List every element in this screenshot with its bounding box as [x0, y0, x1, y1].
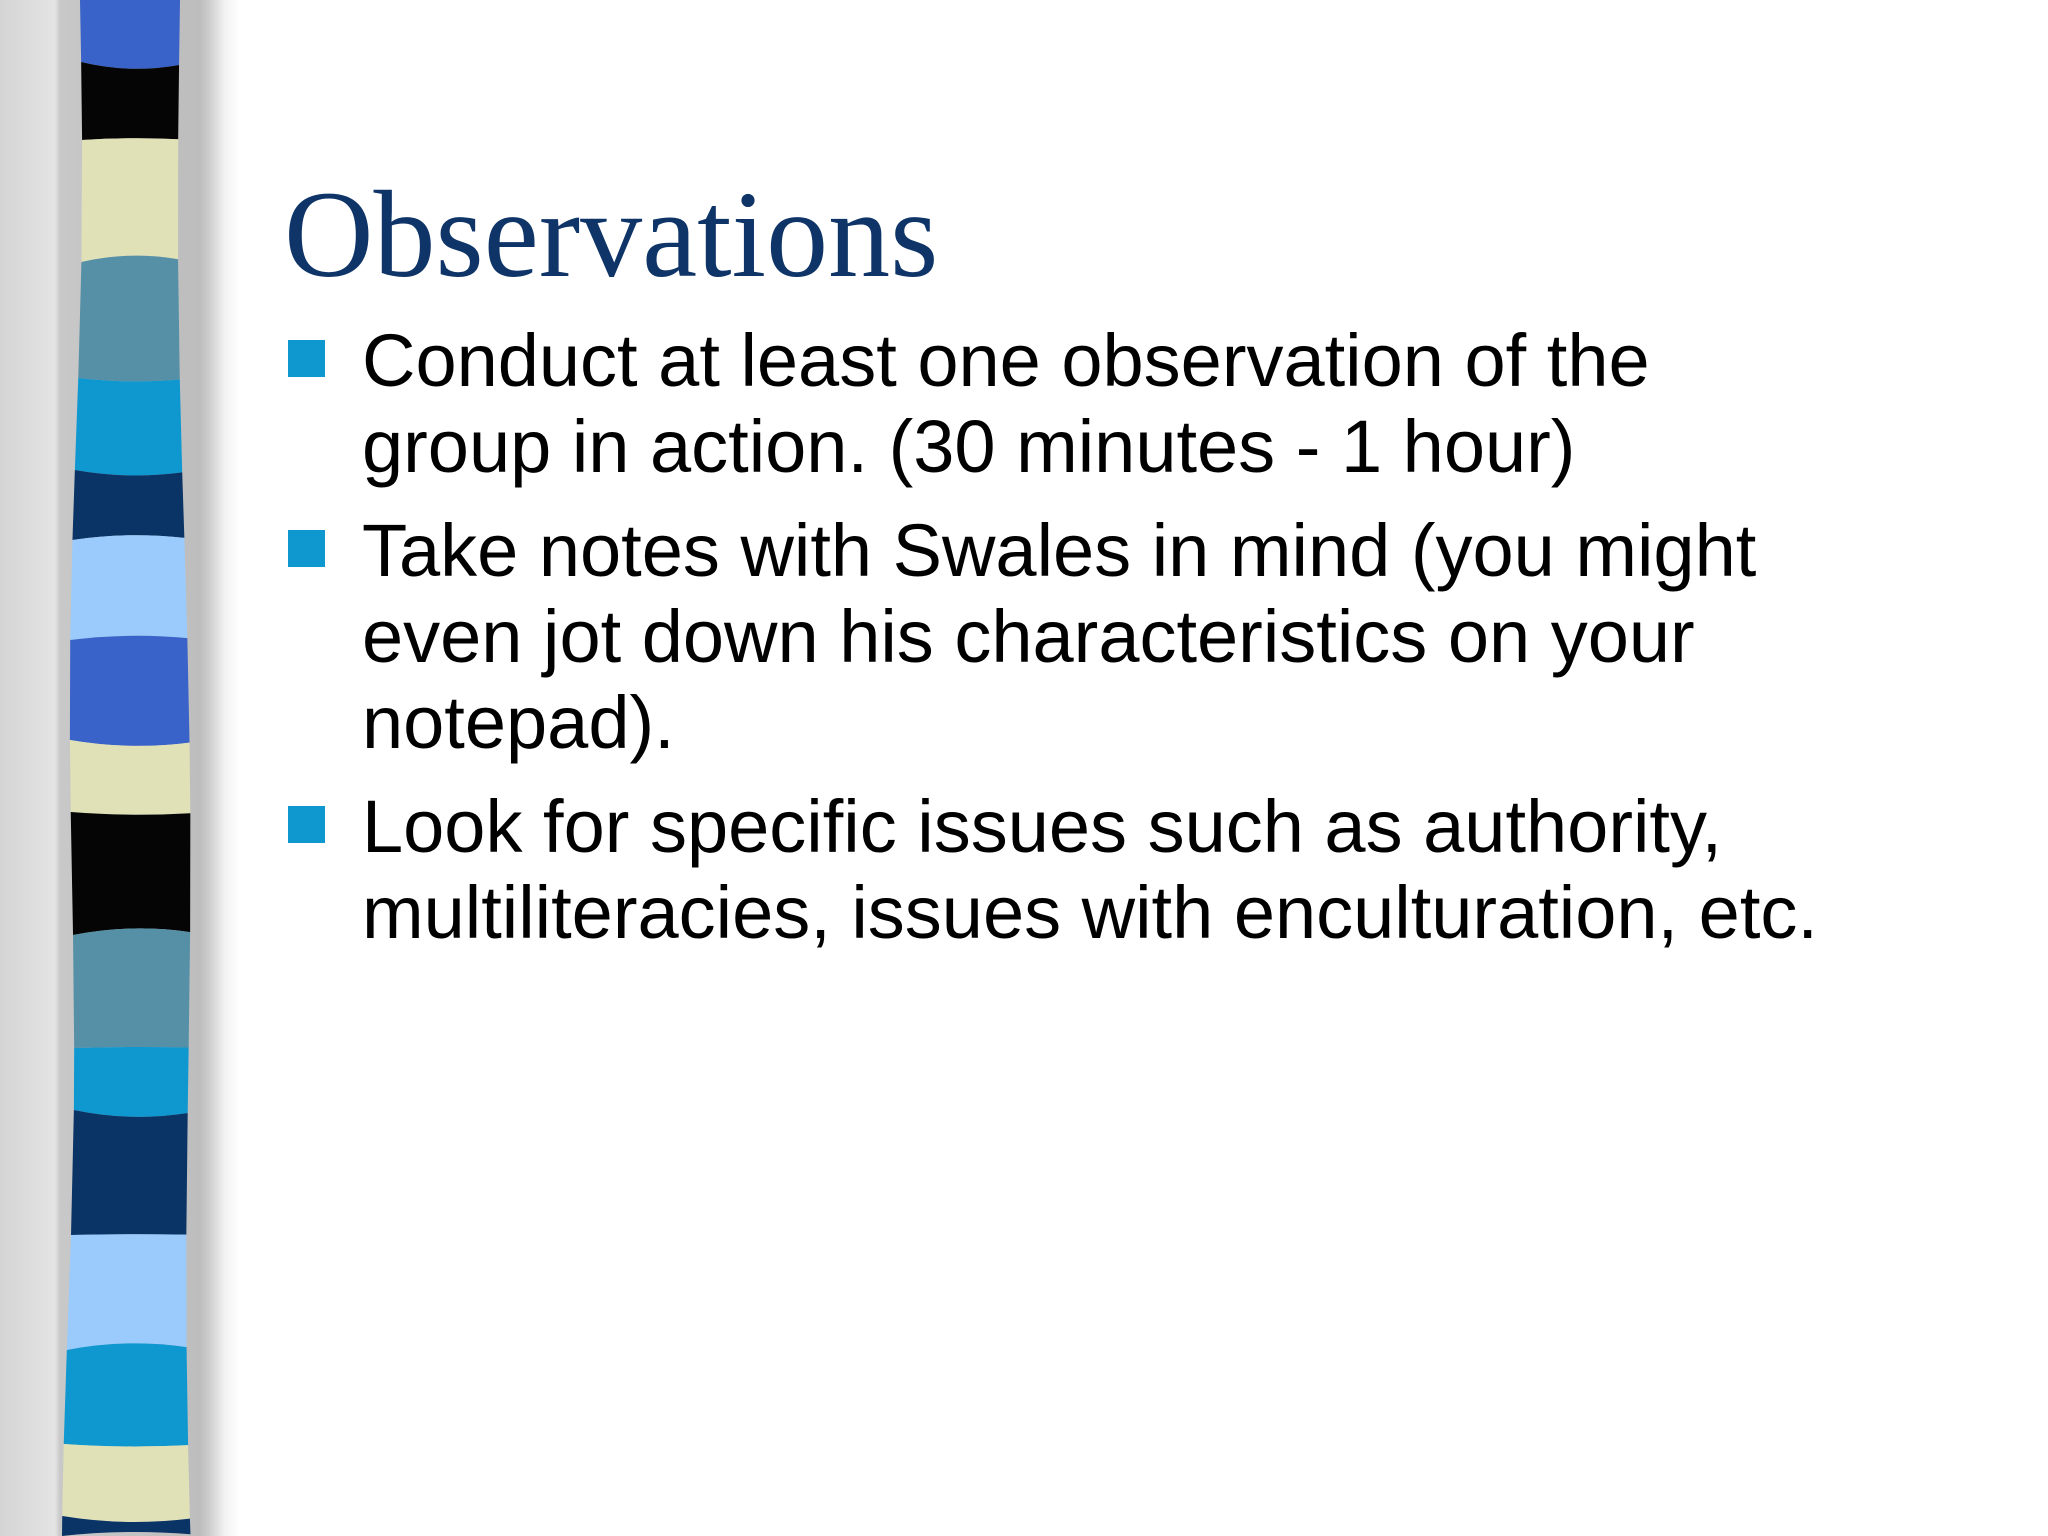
decorative-striped-band [0, 0, 240, 1536]
bullet-item [288, 318, 1848, 490]
strip-band [74, 1047, 189, 1117]
strip-band [67, 1234, 187, 1350]
bullet-item [288, 784, 1848, 956]
slide-title: Observations [284, 166, 939, 303]
square-bullet-icon [288, 806, 325, 843]
strip-band [62, 1444, 190, 1522]
strip-band [75, 378, 182, 475]
square-bullet-icon [288, 340, 325, 377]
strip-band [73, 928, 190, 1048]
strip-band [64, 1343, 188, 1446]
strip-band [72, 470, 184, 540]
bullet-text: Take notes with Swales in mind (you might even jot down his characteristics on your notepad). [362, 509, 1757, 764]
square-bullet-icon [288, 530, 325, 567]
strip-band [78, 256, 180, 382]
strip-band [71, 1110, 188, 1235]
strip-band [70, 740, 190, 815]
bullet-item [288, 508, 1848, 766]
bullet-text: Look for specific issues such as authority, multiliteracies, issues with enculturation, etc. [362, 785, 1818, 954]
strip-band [81, 138, 178, 262]
strip-band [80, 0, 180, 69]
bullet-list [288, 318, 1848, 974]
strip-band [81, 62, 179, 140]
strip-band [70, 636, 190, 746]
bullet-text: Conduct at least one observation of the group in action. (30 minutes - 1 hour) [362, 319, 1650, 488]
strip-band [70, 535, 187, 640]
strip-band [71, 812, 191, 935]
